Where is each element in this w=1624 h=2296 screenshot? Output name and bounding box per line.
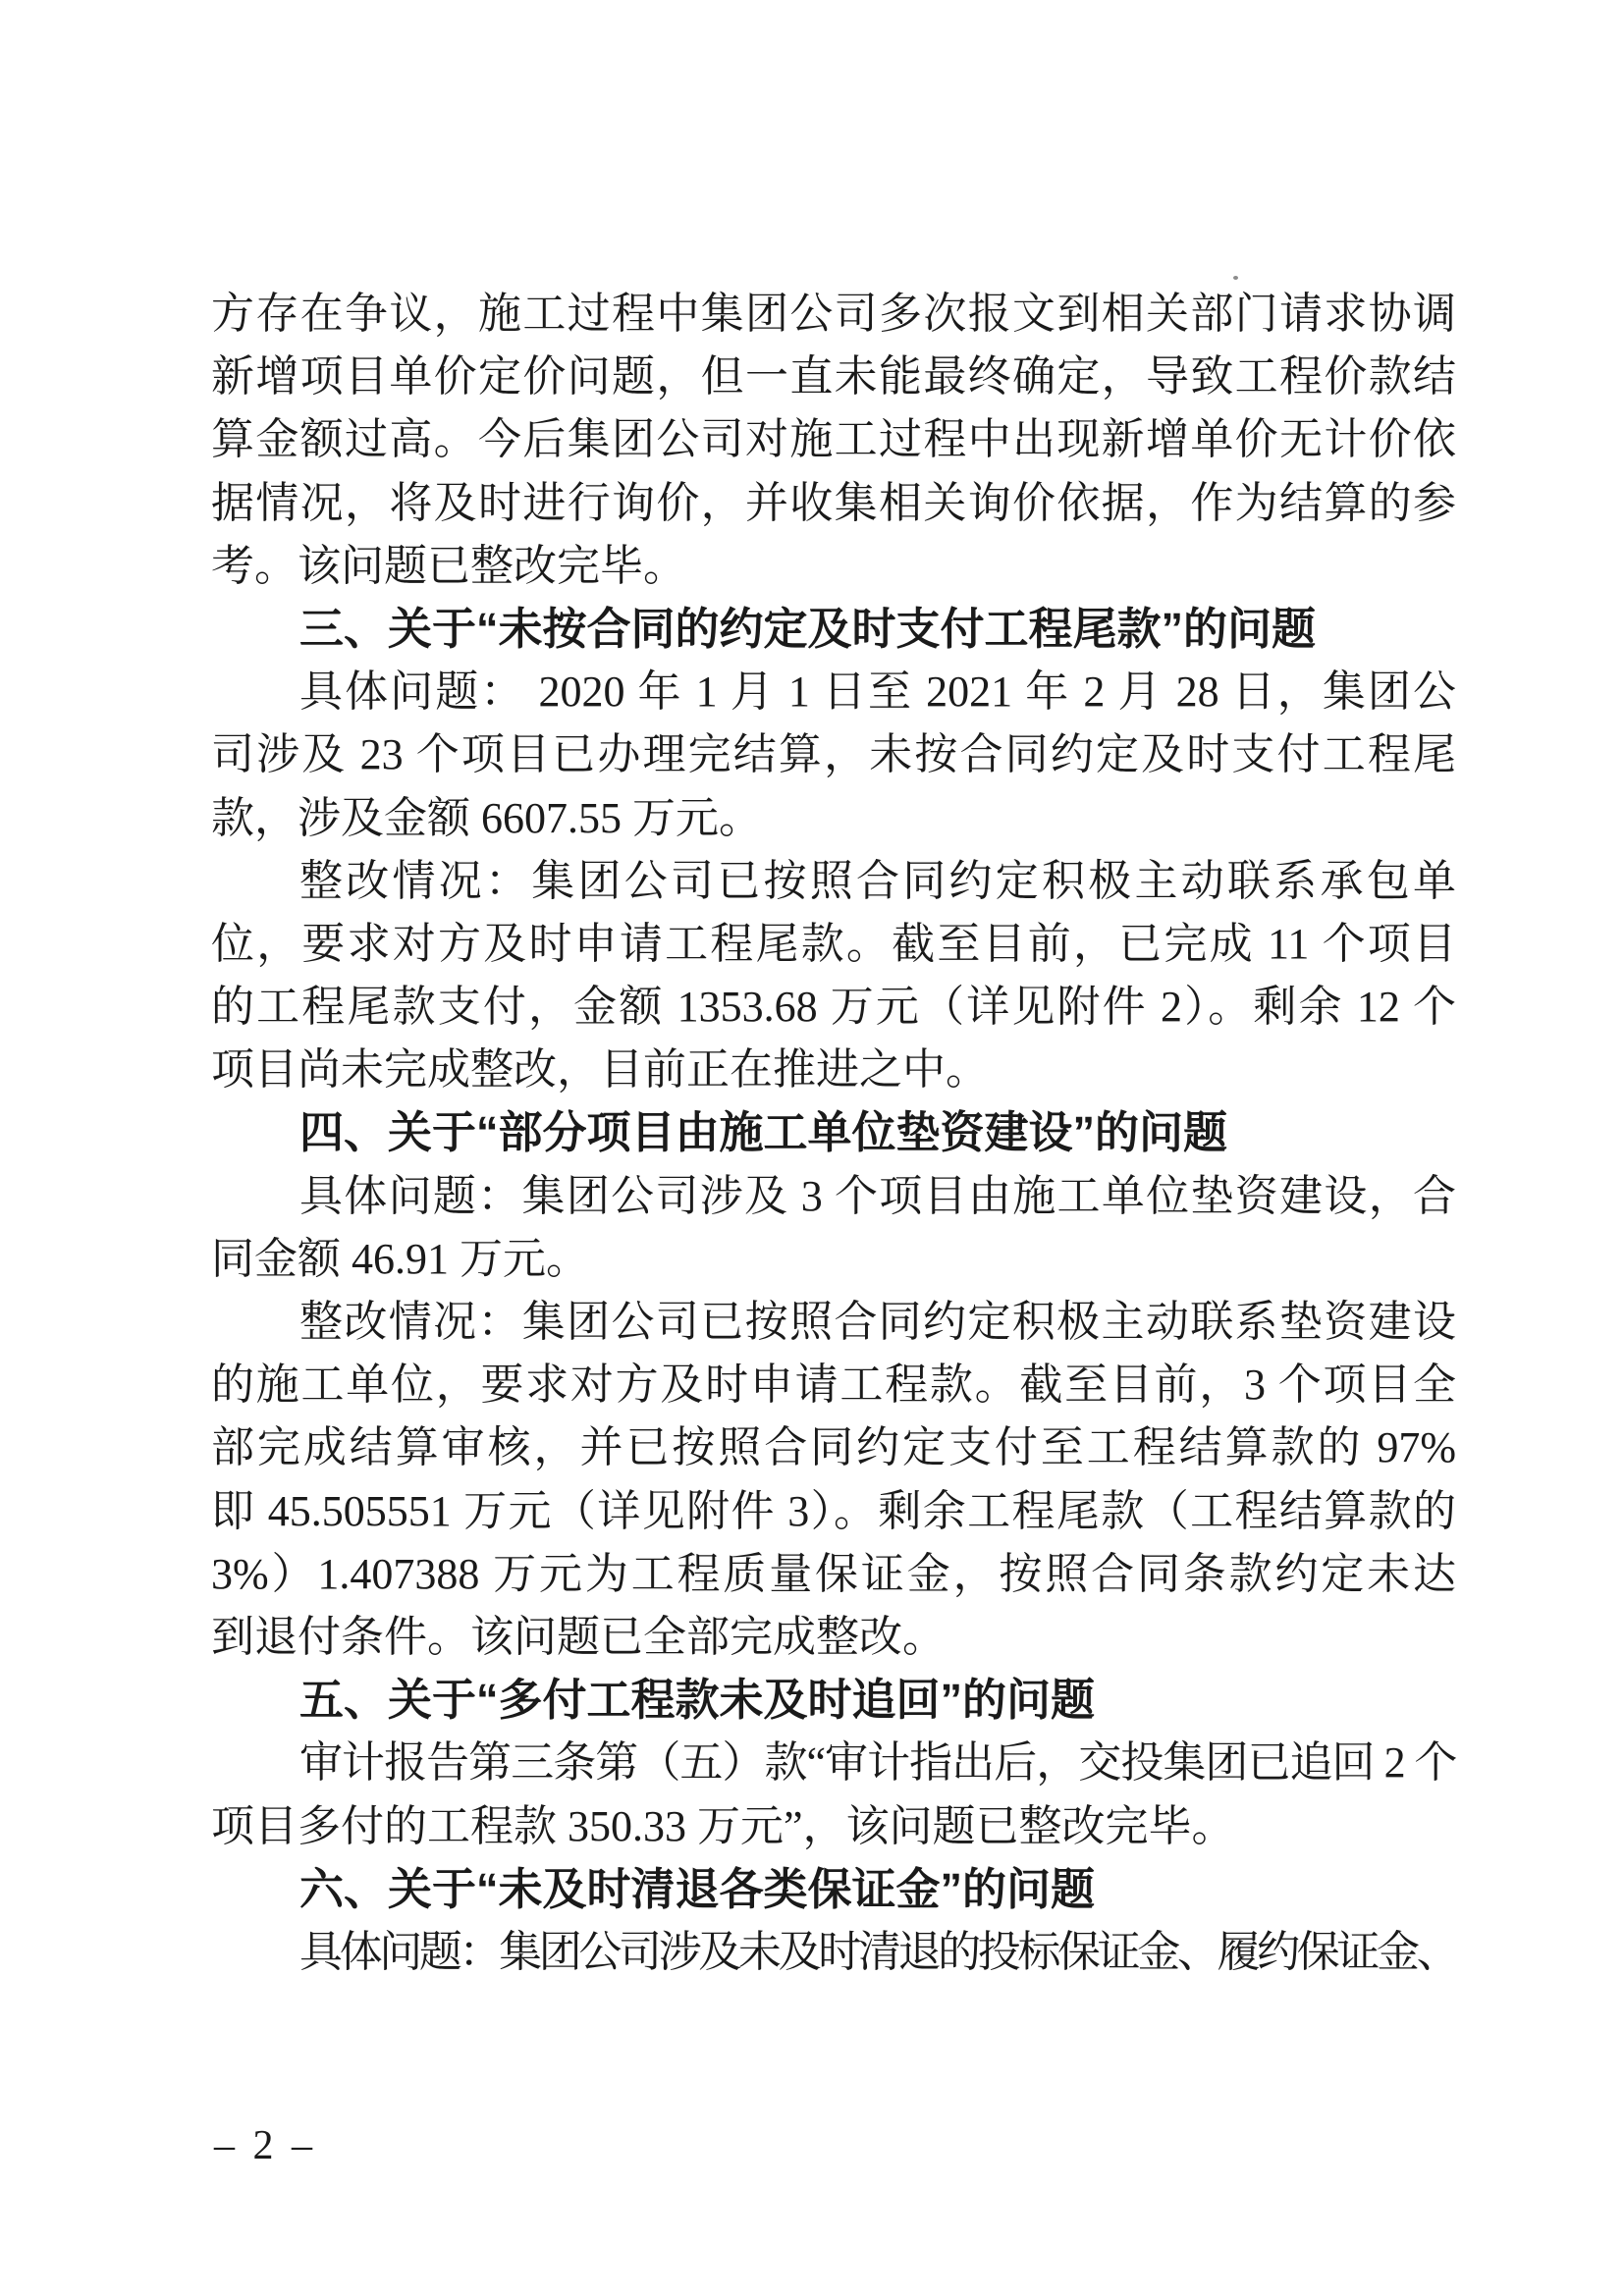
text-line: 据情况，将及时进行询价，并收集相关询价依据，作为结算的参	[211, 478, 1456, 527]
section-heading: 六、关于“未及时清退各类保证金”的问题	[299, 1863, 1096, 1914]
text-line: 审计报告第三条第（五）款“审计指出后，交投集团已追回 2 个	[299, 1738, 1456, 1788]
text-line: 位，要求对方及时申请工程尾款。截至目前，已完成 11 个项目	[211, 919, 1456, 968]
section-heading: 三、关于“未按合同的约定及时支付工程尾款”的问题	[299, 603, 1317, 654]
text-line: 部完成结算审核，并已按照合同约定支付至工程结算款的 97%	[211, 1423, 1456, 1472]
text-line: 算金额过高。今后集团公司对施工过程中出现新增单价无计价依	[211, 415, 1456, 464]
text-line: 考。该问题已整改完毕。	[211, 541, 686, 590]
text-line: 整改情况：集团公司已按照合同约定积极主动联系垫资建设	[299, 1298, 1456, 1346]
section-heading: 四、关于“部分项目由施工单位垫资建设”的问题	[299, 1107, 1228, 1158]
text-line: 项目多付的工程款 350.33 万元”，该问题已整改完毕。	[211, 1801, 1235, 1850]
text-line: 具体问题：集团公司涉及 3 个项目由施工单位垫资建设，合	[299, 1171, 1456, 1220]
text-line: 的施工单位，要求对方及时申请工程款。截至目前，3 个项目全	[211, 1361, 1456, 1410]
text-line: 3%）1.407388 万元为工程质量保证金，按照合同条款约定未达	[211, 1549, 1456, 1598]
text-line: 的工程尾款支付，金额 1353.68 万元（详见附件 2）。剩余 12 个	[211, 983, 1456, 1032]
page-number: – 2 –	[214, 2123, 312, 2168]
text-line: 项目尚未完成整改，目前正在推进之中。	[211, 1045, 989, 1095]
text-line: 整改情况：集团公司已按照合同约定积极主动联系承包单	[299, 856, 1456, 905]
text-block	[211, 283, 1456, 1984]
text-line: 司涉及 23 个项目已办理完结算，未按合同约定及时支付工程尾	[211, 730, 1456, 779]
text-line: 新增项目单价定价问题，但一直未能最终确定，导致工程价款结	[211, 352, 1456, 401]
text-line: 具体问题：集团公司涉及未及时清退的投标保证金、履约保证金、	[299, 1927, 1456, 1976]
section-heading: 五、关于“多付工程款未及时追回”的问题	[299, 1675, 1096, 1726]
text-line: 具体问题： 2020 年 1 月 1 日至 2021 年 2 月 28 日，集团公	[299, 667, 1456, 717]
text-line: 方存在争议，施工过程中集团公司多次报文到相关部门请求协调	[211, 290, 1456, 338]
text-line: 款，涉及金额 6607.55 万元。	[211, 793, 762, 842]
text-line: 同金额 46.91 万元。	[211, 1234, 589, 1283]
scan-speckle	[1233, 276, 1238, 280]
text-line: 到退付条件。该问题已全部完成整改。	[211, 1612, 946, 1661]
text-line: 即 45.505551 万元（详见附件 3）。剩余工程尾款（工程结算款的	[211, 1486, 1456, 1535]
